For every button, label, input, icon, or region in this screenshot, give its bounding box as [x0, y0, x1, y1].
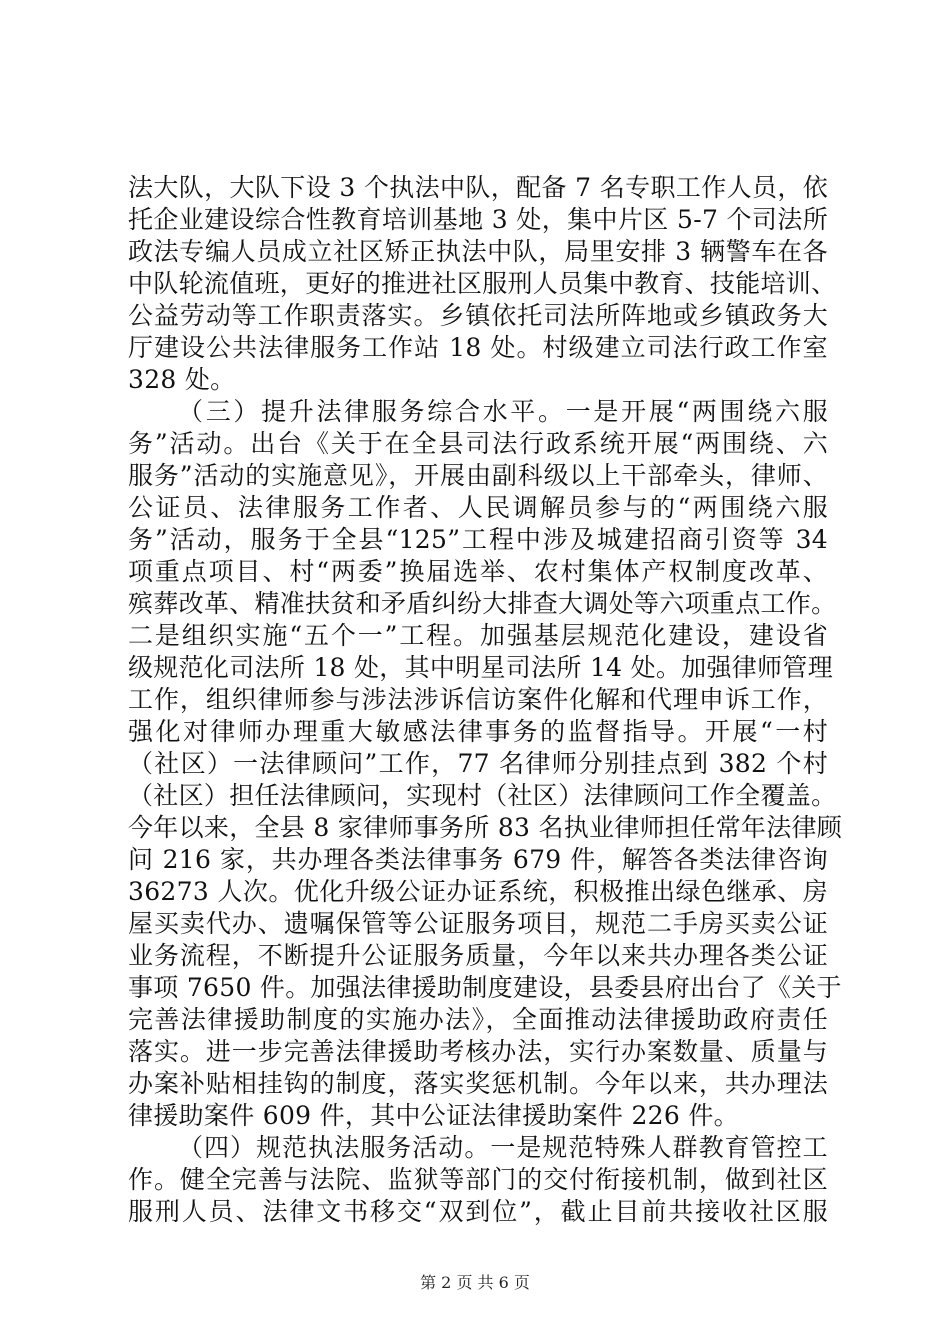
text-line: 公证员、法律服务工作者、人民调解员参与的“两围绕六服 [128, 493, 828, 522]
text-line: 落实。进一步完善法律援助考核办法，实行办案数量、质量与 [128, 1037, 828, 1066]
text-line: 完善法律援助制度的实施办法》，全面推动法律援助政府责任 [128, 1005, 828, 1034]
text-line: 二是组织实施“五个一”工程。加强基层规范化建设，建设省 [128, 621, 828, 650]
text-line: 项重点项目、村“两委”换届选举、农村集体产权制度改革、 [128, 557, 828, 586]
text-line: 服刑人员、法律文书移交“双到位”，截止目前共接收社区服 [128, 1197, 828, 1226]
text-line: 工作，组织律师参与涉法涉诉信访案件化解和代理申诉工作， [128, 685, 828, 714]
text-line: （四）规范执法服务活动。一是规范特殊人群教育管控工 [178, 1133, 828, 1162]
text-line: 问 216 家，共办理各类法律事务 679 件，解答各类法律咨询 [128, 845, 828, 874]
text-line: 厅建设公共法律服务工作站 18 处。村级建立司法行政工作室 [128, 333, 828, 362]
text-line: 业务流程，不断提升公证服务质量，今年以来共办理各类公证 [128, 941, 828, 970]
document-body [128, 172, 843, 1228]
text-line: 托企业建设综合性教育培训基地 3 处，集中片区 5-7 个司法所 [128, 205, 828, 234]
text-line: （三）提升法律服务综合水平。一是开展“两围绕六服 [178, 397, 828, 426]
text-line: 务”活动，服务于全县“125”工程中涉及城建招商引资等 34 [128, 525, 828, 554]
text-line: 级规范化司法所 18 处，其中明星司法所 14 处。加强律师管理 [128, 653, 834, 682]
text-line: （社区）一法律顾问”工作，77 名律师分别挂点到 382 个村 [128, 749, 828, 778]
text-line: 殡葬改革、精准扶贫和矛盾纠纷大排查大调处等六项重点工作。 [128, 589, 837, 618]
text-line: （社区）担任法律顾问，实现村（社区）法律顾问工作全覆盖。 [128, 781, 837, 810]
text-line: 作。健全完善与法院、监狱等部门的交付衔接机制，做到社区 [128, 1165, 828, 1194]
text-line: 政法专编人员成立社区矫正执法中队，局里安排 3 辆警车在各 [128, 237, 828, 266]
text-line: 328 处。 [128, 365, 236, 394]
text-line: 服务”活动的实施意见》，开展由副科级以上干部牵头，律师、 [128, 461, 828, 490]
text-line: 中队轮流值班，更好的推进社区服刑人员集中教育、技能培训、 [128, 269, 837, 298]
text-line: 36273 人次。优化升级公证办证系统，积极推出绿色继承、房 [128, 877, 828, 906]
text-line: 法大队，大队下设 3 个执法中队，配备 7 名专职工作人员，依 [128, 173, 828, 202]
text-line: 办案补贴相挂钩的制度，落实奖惩机制。今年以来，共办理法 [128, 1069, 828, 1098]
page-footer: 第 2 页 共 6 页 [420, 1273, 530, 1292]
text-line: 今年以来，全县 8 家律师事务所 83 名执业律师担任常年法律顾 [128, 813, 843, 842]
text-line: 屋买卖代办、遗嘱保管等公证服务项目，规范二手房买卖公证 [128, 909, 828, 938]
text-line: 强化对律师办理重大敏感法律事务的监督指导。开展“一村 [128, 717, 828, 746]
text-line: 事项 7650 件。加强法律援助制度建设，县委县府出台了《关于 [128, 973, 842, 1002]
text-line: 律援助案件 609 件，其中公证法律援助案件 226 件。 [128, 1101, 739, 1130]
text-line: 务”活动。出台《关于在全县司法行政系统开展“两围绕、六 [128, 429, 828, 458]
text-line: 公益劳动等工作职责落实。乡镇依托司法所阵地或乡镇政务大 [128, 301, 828, 330]
